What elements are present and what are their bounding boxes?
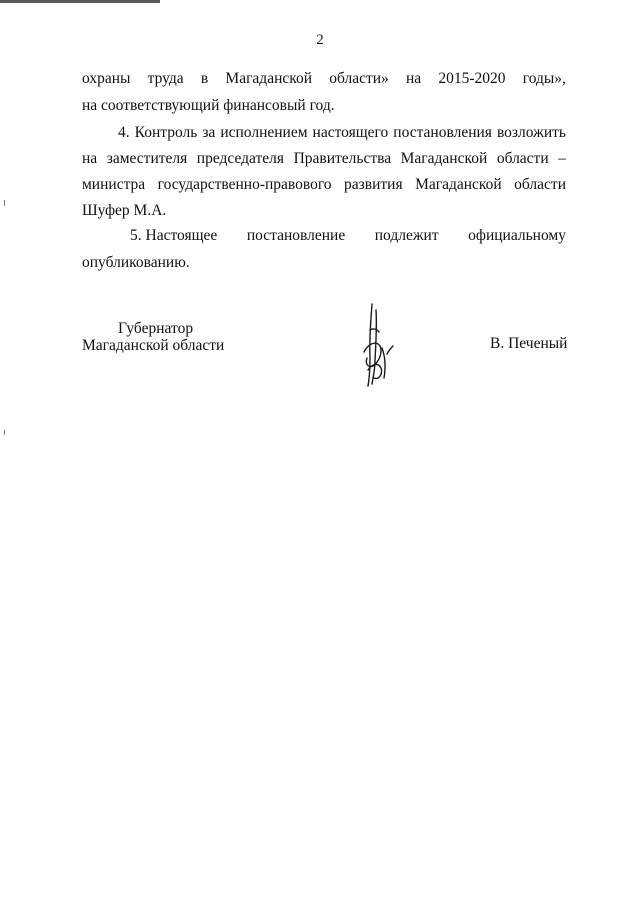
word: за	[202, 124, 216, 141]
word: области	[496, 150, 549, 167]
word: развития	[344, 176, 403, 193]
word: заместителя	[106, 150, 188, 167]
word: Правительства	[293, 150, 392, 167]
word: председателя	[196, 150, 285, 167]
word: настоящего	[312, 124, 389, 141]
word: исполнением	[220, 124, 308, 141]
word: охраны	[82, 70, 131, 87]
word: подлежит	[374, 227, 439, 244]
page-number: 2	[316, 32, 324, 48]
paragraph-4-line-4: Шуфер М.А.	[82, 202, 167, 219]
word: годы»,	[522, 70, 566, 87]
signatory-position-line-2: Магаданской области	[82, 337, 225, 354]
word: Магаданской	[225, 70, 313, 87]
word: на	[406, 70, 422, 87]
paragraph-4-line-2	[82, 150, 566, 168]
word: 5. Настоящее	[130, 227, 218, 244]
word: –	[558, 150, 566, 167]
word: официальному	[468, 227, 566, 244]
word: возложить	[496, 124, 566, 141]
word: министра	[82, 176, 146, 193]
word: 2015-2020	[438, 70, 506, 87]
word: Магаданской	[415, 176, 502, 193]
word: постановления	[393, 124, 492, 141]
scan-edge-mark	[0, 0, 160, 3]
handwritten-signature	[346, 300, 406, 390]
word: Контроль	[134, 124, 198, 141]
word: области»	[329, 70, 389, 87]
word: труда	[147, 70, 184, 87]
word: области	[514, 176, 566, 193]
word: постановление	[246, 227, 346, 244]
paragraph-3-line-1	[82, 70, 566, 88]
paragraph-5-line-2: опубликованию.	[82, 254, 190, 271]
signatory-name: В. Печеный	[490, 335, 568, 352]
word: Магаданской	[400, 150, 488, 167]
word: 4.	[118, 124, 130, 141]
paragraph-4-line-3	[82, 176, 566, 194]
scan-artifact	[4, 200, 5, 206]
signatory-position-line-1: Губернатор	[118, 320, 194, 337]
paragraph-5-line-1	[130, 227, 566, 245]
word: на	[82, 150, 98, 167]
paragraph-4-line-1	[118, 124, 566, 142]
word: в	[200, 70, 209, 87]
word: государственно-правового	[157, 176, 332, 193]
paragraph-3-line-2: на соответствующий финансовый год.	[82, 97, 335, 114]
scan-artifact	[4, 430, 5, 435]
